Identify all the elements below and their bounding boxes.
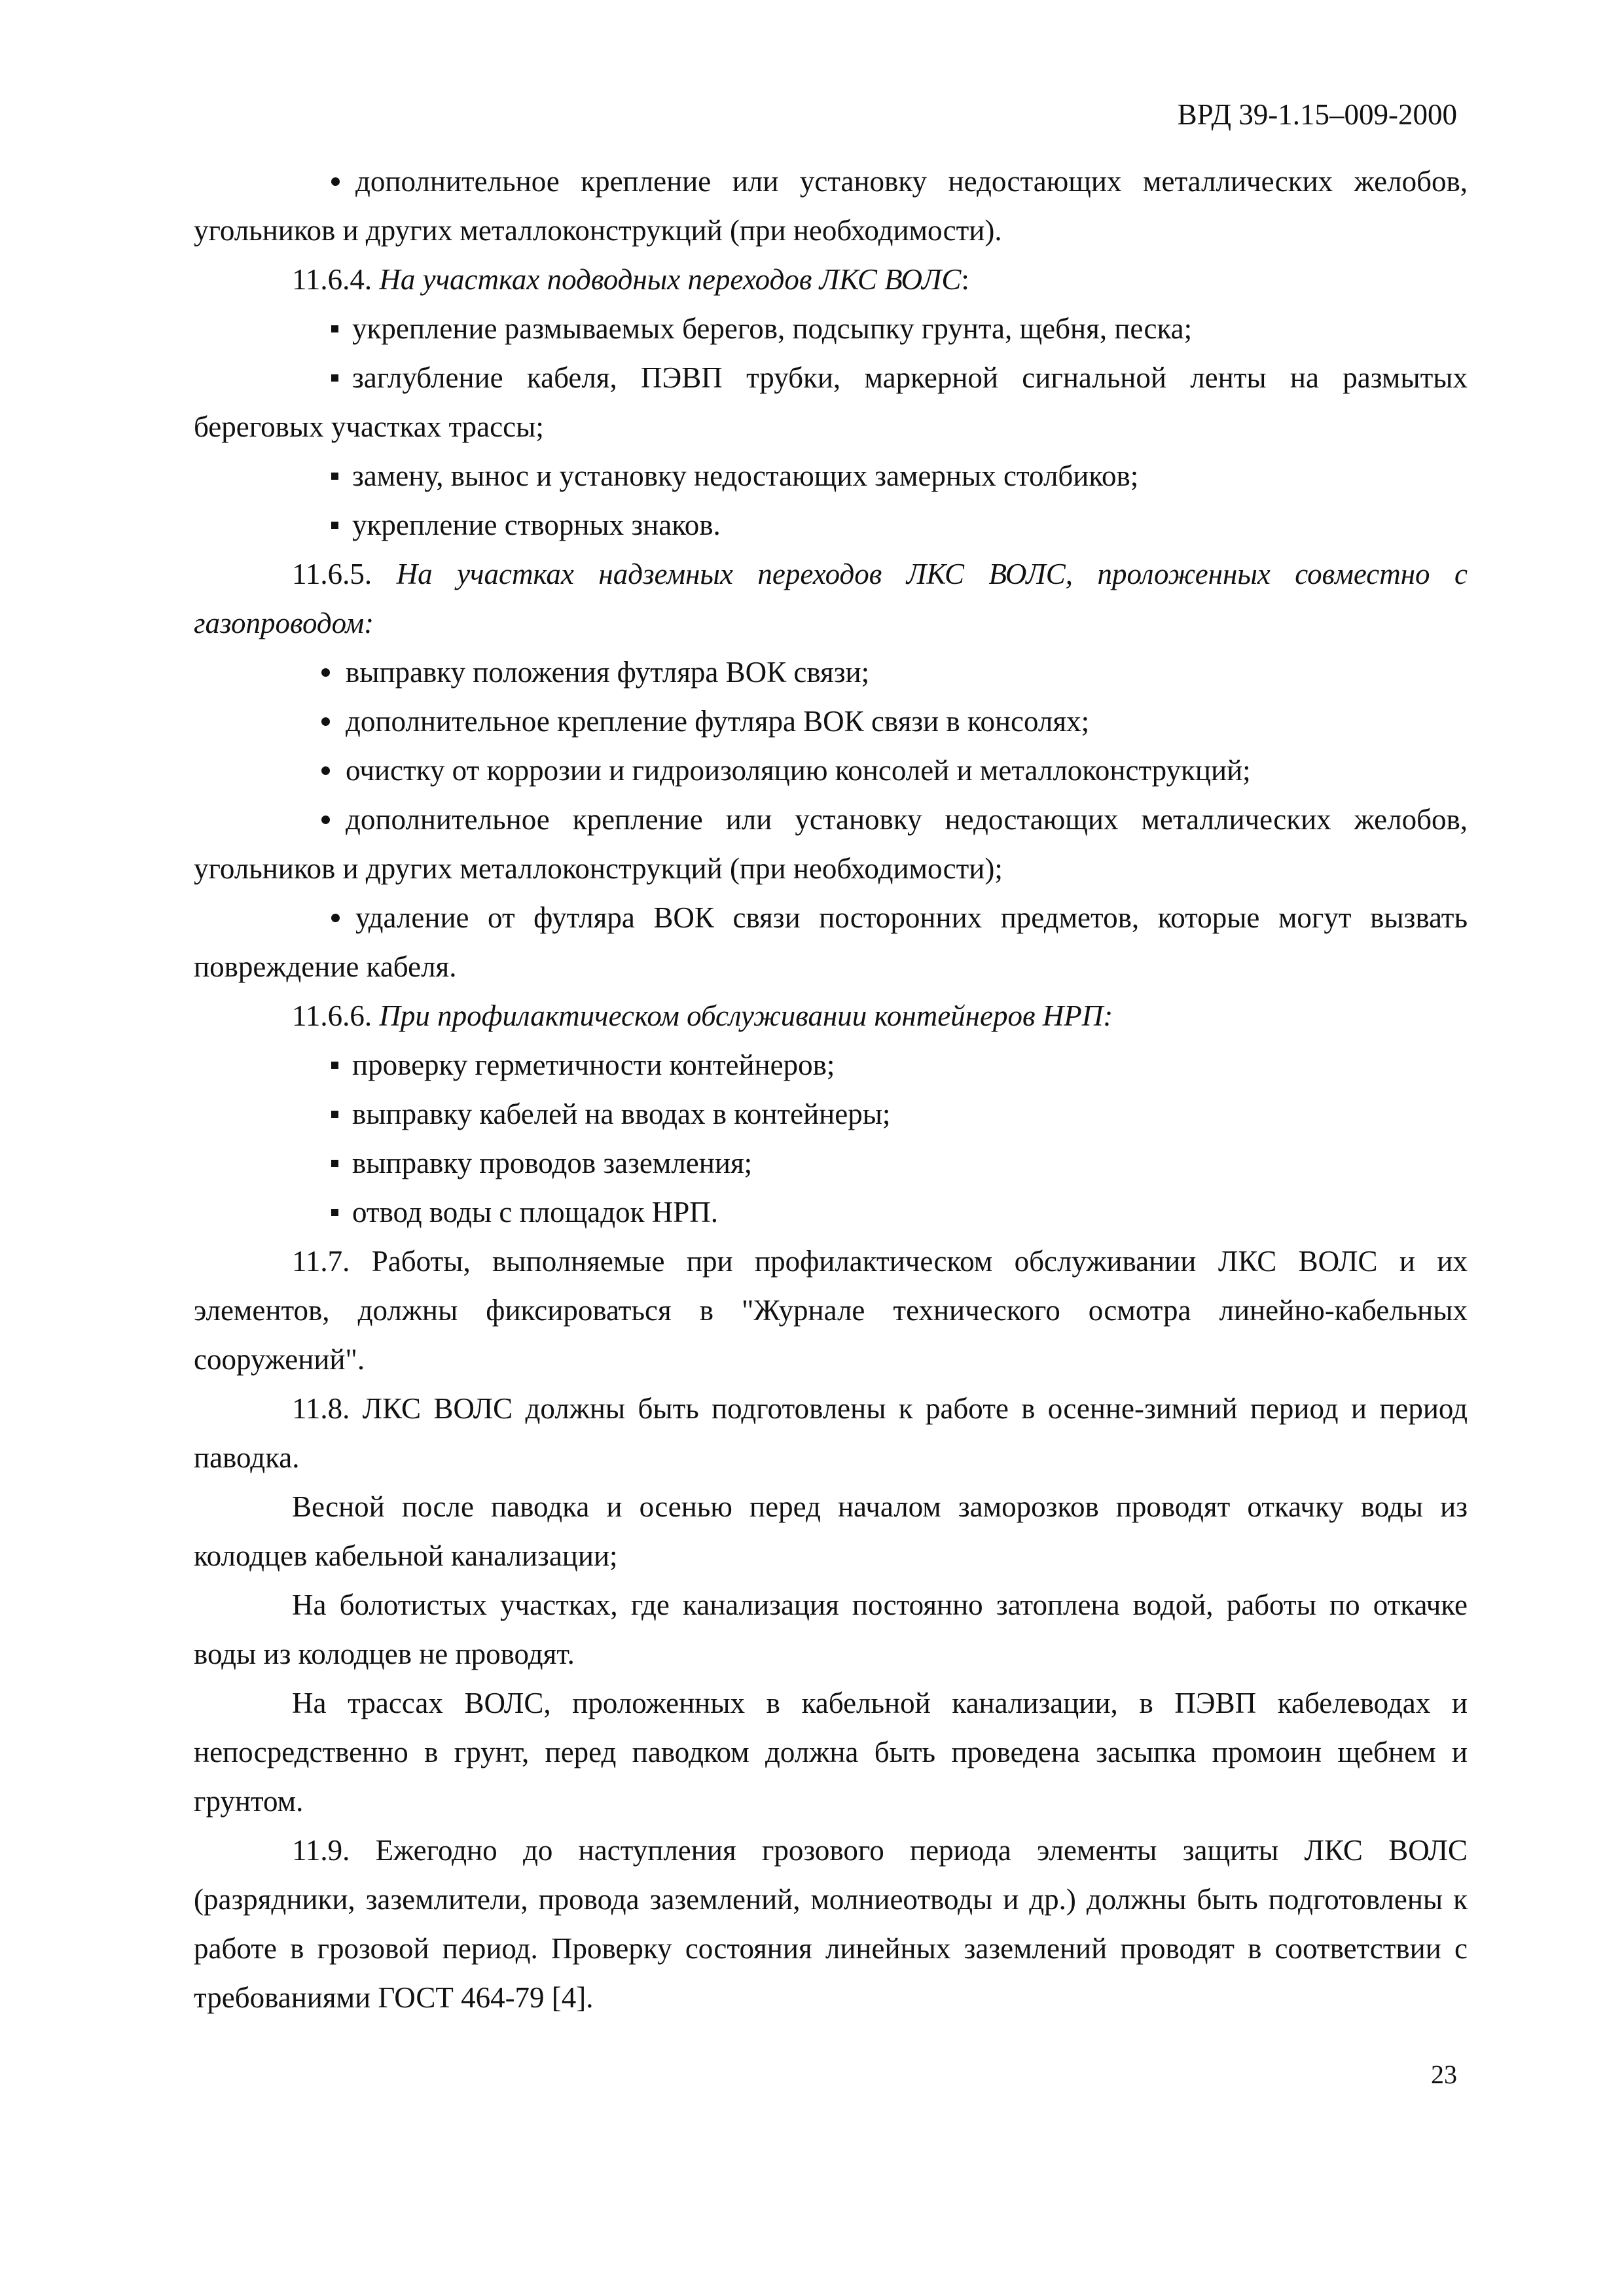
bullet-item: выправку положения футляра ВОК связи; bbox=[194, 648, 1468, 697]
clause-title: При профилактическом обслуживании контейнеров НРП: bbox=[379, 999, 1113, 1032]
bullet-square-icon bbox=[331, 1062, 338, 1069]
bullet-dot-icon bbox=[331, 914, 340, 922]
bullet-square-icon bbox=[331, 374, 338, 382]
bullet-dot-icon bbox=[321, 668, 330, 677]
bullet-item: проверку герметичности контейнеров; bbox=[194, 1041, 1468, 1090]
clause-number: 11.6.4. bbox=[292, 263, 372, 296]
bullet-item: укрепление размываемых берегов, подсыпку грунта, щебня, песка; bbox=[194, 304, 1468, 353]
document-body bbox=[194, 157, 1468, 2022]
bullet-square-icon bbox=[331, 1111, 338, 1118]
bullet-square-icon bbox=[331, 1209, 338, 1216]
bullet-item: отвод воды с площадок НРП. bbox=[194, 1188, 1468, 1237]
paragraph: Весной после паводка и осенью перед началом заморозков проводят откачку воды из колодцев кабельной канализации; bbox=[194, 1490, 1468, 1572]
bullet-item: укрепление створных знаков. bbox=[194, 501, 1468, 550]
clause-heading: 11.6.4. На участках подводных переходов ЛКС ВОЛС: bbox=[292, 263, 969, 296]
document-code-header: ВРД 39-1.15–009-2000 bbox=[1177, 98, 1457, 131]
bullet-dot-icon bbox=[321, 766, 330, 775]
paragraph: 11.8. ЛКС ВОЛС должны быть подготовлены к работе в осенне-зимний период и период паводка. bbox=[194, 1392, 1468, 1474]
bullet-dot-icon bbox=[321, 816, 330, 824]
bullet-item: удаление от футляра ВОК связи посторонних предметов, которые могут вызвать повреждение кабеля. bbox=[194, 901, 1468, 983]
bullet-item: дополнительное крепление футляра ВОК связи в консолях; bbox=[194, 697, 1468, 746]
clause-heading bbox=[194, 550, 1468, 648]
clause-title: На участках надземных переходов ЛКС ВОЛС, проложенных совместно с газопроводом: bbox=[194, 558, 1468, 639]
clause-number: 11.6.6. bbox=[292, 999, 372, 1032]
bullet-item: выправку кабелей на вводах в контейнеры; bbox=[194, 1090, 1468, 1139]
clause-title: На участках подводных переходов ЛКС ВОЛС bbox=[379, 263, 962, 296]
clause-heading bbox=[194, 992, 1468, 1041]
paragraph: На болотистых участках, где канализация постоянно затоплена водой, работы по откачке воды из колодцев не проводят. bbox=[194, 1588, 1468, 1670]
bullet-square-icon bbox=[331, 1160, 338, 1167]
paragraph: 11.7. Работы, выполняемые при профилактическом обслуживании ЛКС ВОЛС и их элементов, должны фиксироваться в "Журнале технического осмотра линейно-кабельных сооружений". bbox=[194, 1245, 1468, 1376]
bullet-item: выправку проводов заземления; bbox=[194, 1139, 1468, 1188]
bullet-square-icon bbox=[331, 522, 338, 529]
bullet-item: замену, вынос и установку недостающих замерных столбиков; bbox=[194, 452, 1468, 501]
bullet-item: дополнительное крепление или установку недостающих металлических желобов, угольников и других металлоконструкций (при необходимости). bbox=[194, 165, 1468, 247]
paragraph: 11.9. Ежегодно до наступления грозового периода элементы защиты ЛКС ВОЛС (разрядники, заземлители, провода заземлений, молниеотводы и др.) должны быть подготовлены к работе в грозовой период. Проверку состояния линейных заземлений проводят в соответствии с требованиями ГОСТ 464-79 [4]. bbox=[194, 1834, 1468, 2014]
page-number: 23 bbox=[1431, 2060, 1457, 2089]
bullet-dot-icon bbox=[331, 177, 340, 186]
bullet-square-icon bbox=[331, 325, 338, 332]
clause-number: 11.6.5. bbox=[292, 558, 372, 590]
bullet-item: очистку от коррозии и гидроизоляцию консолей и металлоконструкций; bbox=[194, 746, 1468, 795]
bullet-square-icon bbox=[331, 473, 338, 480]
bullet-item: дополнительное крепление или установку недостающих металлических желобов, угольников и других металлоконструкций (при необходимости); bbox=[194, 803, 1468, 885]
bullet-item: заглубление кабеля, ПЭВП трубки, маркерной сигнальной ленты на размытых береговых участках трассы; bbox=[194, 361, 1468, 443]
bullet-dot-icon bbox=[321, 717, 330, 726]
paragraph: На трассах ВОЛС, проложенных в кабельной канализации, в ПЭВП кабелеводах и непосредственно в грунт, перед паводком должна быть проведена засыпка промоин щебнем и грунтом. bbox=[194, 1687, 1468, 1818]
